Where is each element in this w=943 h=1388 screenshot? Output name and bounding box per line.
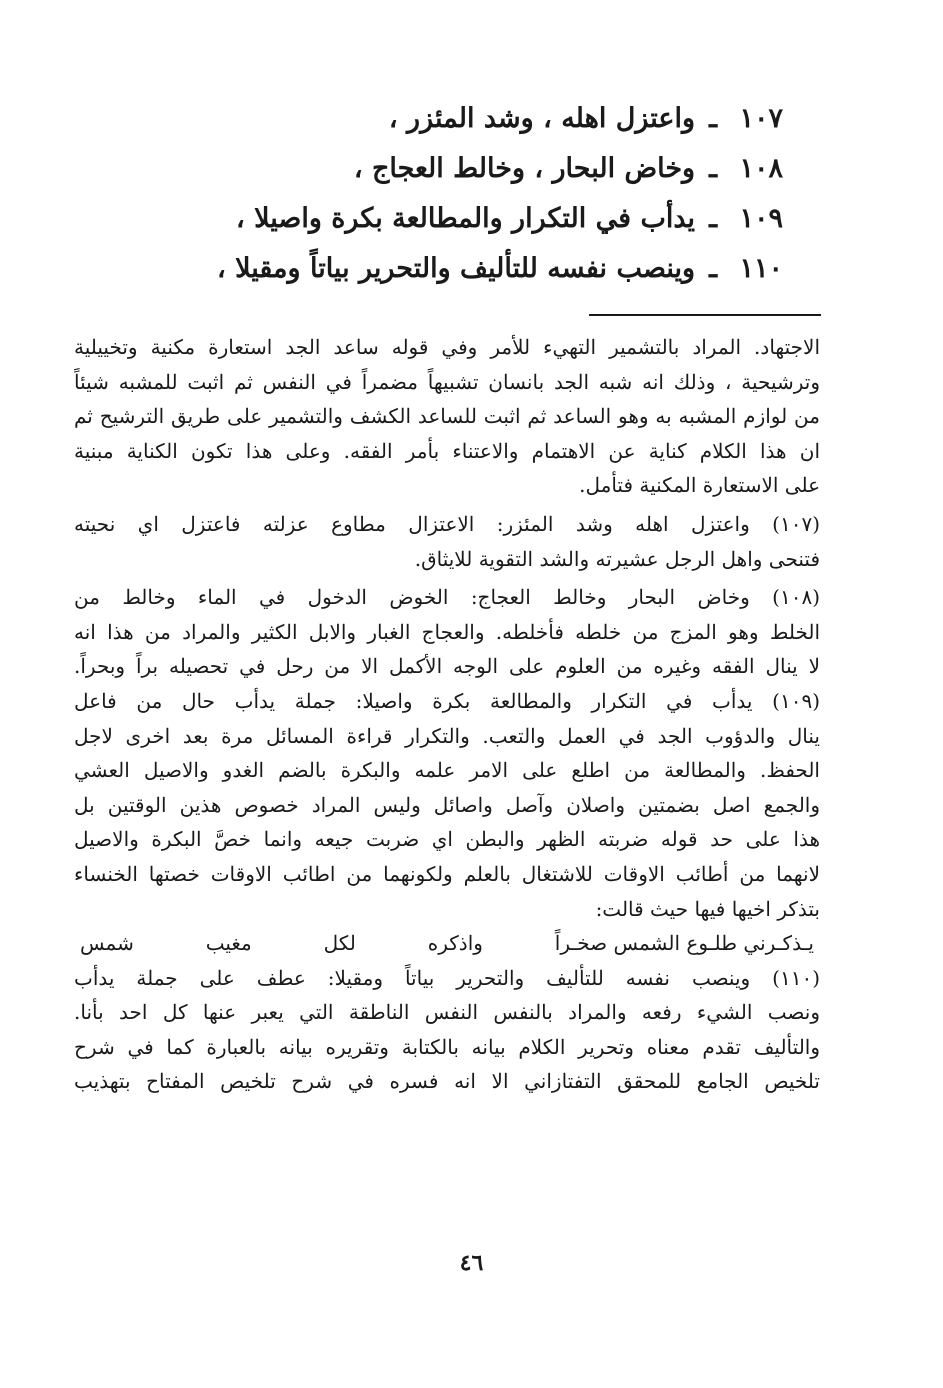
poem-word: يـذكـرني طلـوع الشمس صخـراً (554, 931, 814, 956)
text-line: والجمع اصل بضمتين واصلان وآصل واصائل وليس المراد خصوص هذين الوقتين بل (74, 792, 820, 817)
verse-text: واعتزل اهله ، وشد المئزر ، (388, 103, 696, 134)
verse-list (143, 94, 783, 294)
poem-word: مغيب (205, 931, 252, 956)
verse-line: ١٠٨ـوخاض البحار ، وخالط العجاج ، (143, 144, 783, 194)
text-line: ان هذا الكلام كناية عن الاهتمام والاعتناء بأمر الفقه. وعلى هذا تكون الكناية مبنية (74, 438, 820, 463)
text-line: (١١٠) وينصب نفسه للتأليف والتحرير بياتاً ومقيلا: عطف على جملة يدأب (74, 965, 820, 990)
poem-word: شمس (80, 931, 134, 956)
verse-number: ١٠٨ (739, 153, 783, 184)
verse-number: ١٠٧ (739, 103, 783, 134)
verse-text: يدأب في التكرار والمطالعة بكرة واصيلا ، (236, 203, 696, 234)
text-line: لانهما من أطائب الاوقات للاشتغال بالعلم ولكونهما من اطائب الاوقات خصتها الخنساء (74, 861, 820, 886)
text-line: من لوازم المشبه به وهو الساعد ثم اثبت للساعد الكشف والتشمير على طريق الترشيح ثم (74, 404, 820, 429)
verse-number: ١٠٩ (739, 203, 783, 234)
text-line: الخلط وهو المزج من خلطه فأخلطه. والعجاج الغبار والابل الكثير والمراد من هذا انه (74, 619, 820, 644)
text-line: بتذكر اخيها فيها حيث قالت: (595, 896, 820, 921)
text-line: تلخيص الجامع للمحقق التفتازاني الا انه فسره في شرح تلخيص المفتاح بتهذيب (74, 1069, 820, 1094)
text-line: لا ينال الفقه وغيره من العلوم على الوجه الأكمل الا من رحل في تحصيله براً وبحراً. (74, 654, 820, 679)
text-line: هذا على حد قوله ضربته الظهر والبطن اي ضربت جيعه وانما خصَّ البكرة والاصيل (74, 827, 820, 852)
poem-line (74, 926, 820, 961)
text-line: الحفظ. والمطالعة من اطلع على الامر علمه والبكرة بالضم الغدو والاصيل العشي (74, 758, 820, 783)
footnote-separator (589, 314, 821, 316)
text-line: الاجتهاد. المراد بالتشمير التهيء للأمر وفي قوله ساعد الجد استعارة مكنية وتخييلية (74, 335, 820, 359)
text-line: (١٠٧) واعتزل اهله وشد المئزر: الاعتزال مطاوع عزلته فاعتزل اي نحيته (74, 511, 820, 536)
text-line: فتنحى واهل الرجل عشيرته والشد التقوية للايثاق. (414, 546, 820, 571)
poem-word: لكل (323, 931, 356, 956)
text-line: والتأليف تقدم معناه وتحرير الكلام بيانه بالكتابة وتقريره بيانه بالعبارة كما في شرح (74, 1034, 820, 1059)
verse-line: ١١٠ـوينصب نفسه للتأليف والتحرير بياتاً ومقيلا ، (143, 244, 783, 294)
page-number: ٤٦ (459, 1250, 484, 1276)
text-line: وترشيحية ، وذلك انه شبه الجد بانسان تشبيهاً مضمراً في النفس ثم اثبت للمشبه شيئاً (74, 369, 820, 394)
text-line: (١٠٨) وخاض البحار وخالط العجاج: الخوض الدخول في الماء وخالط من (74, 585, 820, 610)
poem-word: واذكره (427, 931, 483, 956)
verse-text: وخاض البحار ، وخالط العجاج ، (353, 153, 696, 184)
verse-line: ١٠٧ـواعتزل اهله ، وشد المئزر ، (143, 94, 783, 144)
text-line: ينال والدؤوب الجد في العمل والتعب. والتكرار قراءة المسائل مرة بعد اخرى لاجل (74, 723, 820, 748)
verse-number: ١١٠ (739, 253, 783, 284)
verse-line: ١٠٩ـيدأب في التكرار والمطالعة بكرة واصيلا ، (143, 194, 783, 244)
text-line: ونصب الشيء رفعه والمراد بالنفس النفس الناطقة التي يعبر عنها كل احد بأنا. (74, 1000, 820, 1025)
text-line: (١٠٩) يدأب في التكرار والمطالعة بكرة واصيلا: جملة يدأب حال من فاعل (74, 688, 820, 713)
verse-text: وينصب نفسه للتأليف والتحرير بياتاً ومقيلا ، (217, 253, 696, 284)
text-line: على الاستعارة المكنية فتأمل. (579, 473, 820, 498)
commentary (74, 330, 820, 1099)
